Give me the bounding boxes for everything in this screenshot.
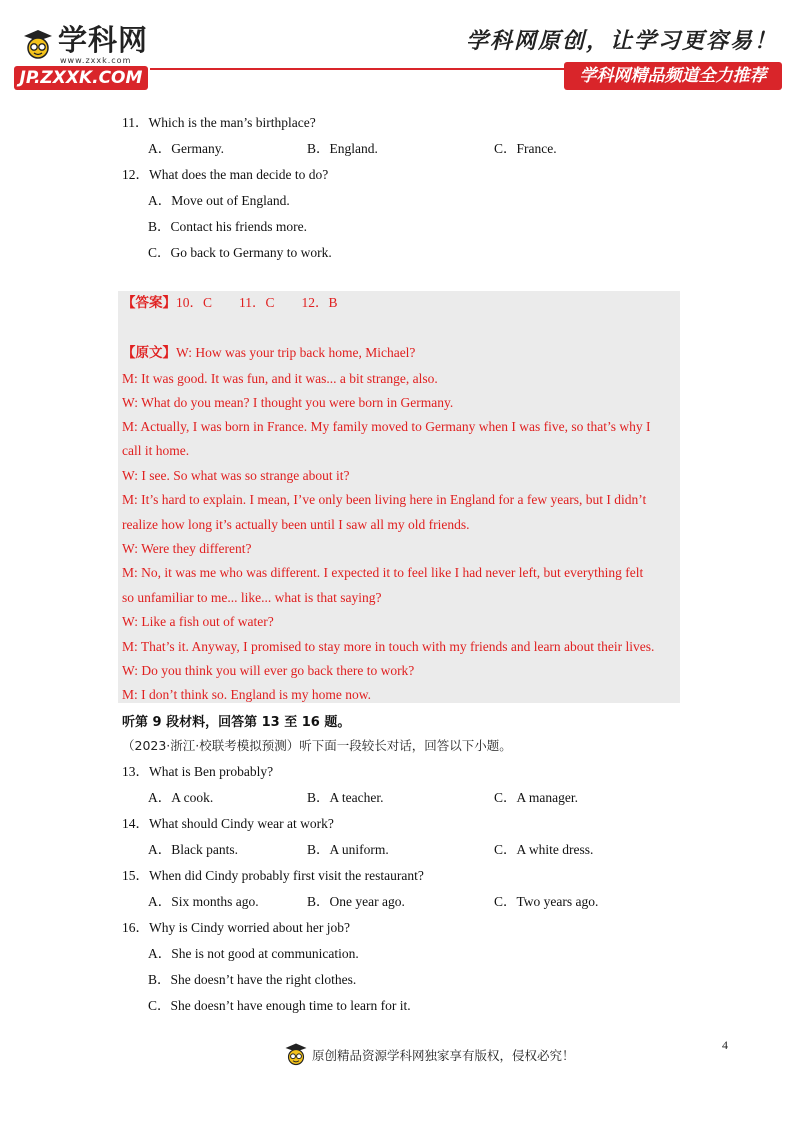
transcript-line: W: How was your trip back home, Michael? — [176, 345, 416, 360]
transcript-line: W: What do you mean? I thought you were born in Germany. — [122, 395, 454, 410]
transcript-line: realize how long it’s actually been until I saw all my old friends. — [122, 517, 470, 532]
recommend-badge: 学科网精品频道全力推荐 — [564, 62, 782, 90]
question-13: 13．What is Ben probably? — [122, 764, 274, 779]
transcript-line: W: I see. So what was so strange about it? — [122, 468, 350, 483]
graduate-face-icon — [22, 28, 54, 60]
option-14-c: C．A white dress. — [494, 842, 594, 857]
answer-label: 【答案】 — [122, 295, 176, 310]
transcript-line: M: It’s hard to explain. I mean, I’ve only been living here in England for a few years, but I didn’t — [122, 492, 647, 507]
header-slogan: 学科网原创，让学习更容易！ — [465, 29, 778, 54]
transcript-first-line — [122, 344, 415, 362]
logo-text: 学科网 — [58, 23, 149, 57]
section-title: 听第 9 段材料，回答第 13 至 16 题。 — [122, 715, 351, 730]
option-16-b: B．She doesn’t have the right clothes. — [148, 972, 357, 987]
page-number: 4 — [722, 1038, 728, 1052]
question-16: 16．Why is Cindy worried about her job? — [122, 920, 350, 935]
answer-line — [122, 294, 338, 312]
question-11: 11．Which is the man’s birthplace? — [122, 115, 316, 130]
question-12: 12．What does the man decide to do? — [122, 167, 329, 182]
transcript-line: M: I don’t think so. England is my home now. — [122, 687, 371, 702]
page-header — [0, 0, 800, 100]
option-12-a: A．Move out of England. — [148, 193, 290, 208]
site-badge[interactable]: JP.ZXXK.COM — [14, 66, 148, 90]
question-15: 15．When did Cindy probably first visit the restaurant? — [122, 868, 424, 883]
option-12-b: B．Contact his friends more. — [148, 219, 307, 234]
option-12-c: C．Go back to Germany to work. — [148, 245, 332, 260]
option-14-b: B．A uniform. — [307, 842, 389, 857]
option-16-a: A．She is not good at communication. — [148, 946, 359, 961]
answer-text: 10．C 11．C 12．B — [176, 295, 338, 310]
option-16-c: C．She doesn’t have enough time to learn for it. — [148, 998, 411, 1013]
transcript-line: M: That’s it. Anyway, I promised to stay more in touch with my friends and learn about their lives. — [122, 639, 655, 654]
transcript-line: M: Actually, I was born in France. My family moved to Germany when I was five, so that’s why I — [122, 419, 651, 434]
transcript-line: W: Were they different? — [122, 541, 252, 556]
option-15-c: C．Two years ago. — [494, 894, 599, 909]
header-divider — [150, 68, 570, 70]
site-logo[interactable] — [22, 22, 172, 66]
copyright-text: 原创精品资源学科网独家享有版权，侵权必究！ — [312, 1048, 575, 1063]
option-11-b: B．England. — [307, 141, 378, 156]
transcript-line: so unfamiliar to me... like... what is that saying? — [122, 590, 382, 605]
transcript-line: M: No, it was me who was different. I expected it to feel like I had never left, but everything felt — [122, 565, 644, 580]
transcript-line: call it home. — [122, 443, 190, 458]
transcript-line: M: It was good. It was fun, and it was... a bit strange, also. — [122, 371, 438, 386]
transcript-label: 【原文】 — [122, 345, 176, 360]
option-13-c: C．A manager. — [494, 790, 578, 805]
transcript-line: W: Like a fish out of water? — [122, 614, 274, 629]
logo-url: www.zxxk.com — [60, 56, 132, 65]
option-15-a: A．Six months ago. — [148, 894, 259, 909]
option-14-a: A．Black pants. — [148, 842, 238, 857]
option-11-c: C．France. — [494, 141, 557, 156]
option-15-b: B．One year ago. — [307, 894, 405, 909]
option-13-a: A．A cook. — [148, 790, 214, 805]
question-14: 14．What should Cindy wear at work? — [122, 816, 334, 831]
graduate-face-icon — [284, 1042, 308, 1066]
transcript-line: W: Do you think you will ever go back there to work? — [122, 663, 415, 678]
option-11-a: A．Germany. — [148, 141, 224, 156]
option-13-b: B．A teacher. — [307, 790, 384, 805]
section-source: （2023·浙江·校联考模拟预测）听下面一段较长对话，回答以下小题。 — [122, 738, 512, 753]
